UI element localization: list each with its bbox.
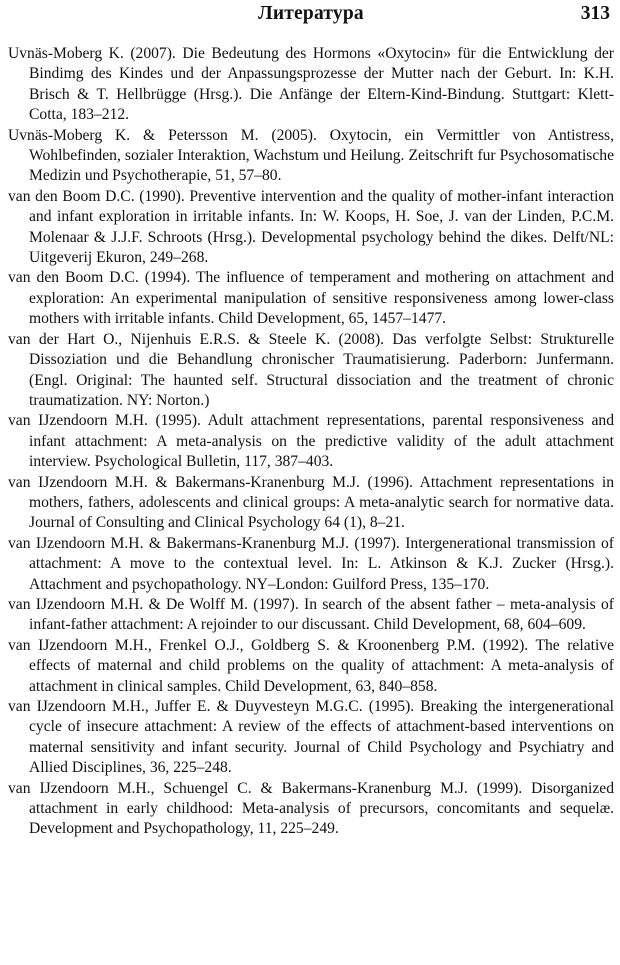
reference-entry: van IJzendoorn M.H. & De Wolff M. (1997). In search of the absent father – meta-analysis of infant-father attachment: A rejoinder to our discussant. Child Development, 68, 604–609. [8,595,614,634]
reference-entry: van IJzendoorn M.H., Schuengel C. & Bakermans-Kranenburg M.J. (1999). Disorganized attachment in early childhood: Meta-analysis of precursors, concomitants and sequelæ. Development and Psychopathology, 11, 225–249. [8,779,614,838]
reference-entry: van IJzendoorn M.H., Juffer E. & Duyvesteyn M.G.C. (1995). Breaking the intergenerational cycle of insecure attachment: A review of the effects of attachment-based interventions on maternal sensitivity and infant security. Journal of Child Psychology and Psychiatry and Allied Disciplines, 36, 225–248. [8,698,614,777]
running-head [8,3,614,35]
reference-entry: van IJzendoorn M.H., Frenkel O.J., Goldberg S. & Kroonenberg P.M. (1992). The relative effects of maternal and child problems on the quality of attachment: A meta-analysis of attachment in clinical samples. Child Development, 63, 840–858. [8,636,614,695]
page-number: 313 [580,3,610,24]
reference-entry: Uvnäs-Moberg K. (2007). Die Bedeutung des Hormons «Oxytocin» für die Entwicklung der Bindimg des Kindes und der Anpassungsprozesse der Mutter nach der Geburt. In: K.H. Brisch & T. Hellbrügge (Hrsg.). Die Anfänge der Eltern-Kind-Bindung. Stuttgart: Klett-Cotta, 183–212. [8,45,614,124]
reference-entry: van IJzendoorn M.H. & Bakermans-Kranenburg M.J. (1997). Intergenerational transmission of attachment: A move to the contextual level. In: L. Atkinson & K.J. Zucker (Hrsg.). Attachment and psychopathology. NY–London: Guilford Press, 135–170. [8,534,614,593]
reference-entry: van IJzendoorn M.H. (1995). Adult attachment representations, parental responsiveness and infant attachment: A meta-analysis on the predictive validity of the adult attachment interview. Psychological Bulletin, 117, 387–403. [8,412,614,471]
reference-entry: Uvnäs-Moberg K. & Petersson M. (2005). Oxytocin, ein Vermittler von Antistress, Wohlbefinden, sozialer Interaktion, Wachstum und Heilung. Zeitschrift fur Psychosomatische Medizin und Psychotherapie, 51, 57–80. [8,126,614,185]
reference-list [8,44,614,840]
reference-entry: van den Boom D.C. (1994). The influence of temperament and mothering on attachment and exploration: An experimental manipulation of sensitive responsiveness among lower-class mothers with irritable infants. Child Development, 65, 1457–1477. [8,269,614,328]
reference-entry: van den Boom D.C. (1990). Preventive intervention and the quality of mother-infant interaction and infant exploration in irritable infants. In: W. Koops, H. Soe, J. van der Linden, P.C.M. Molenaar & J.J.F. Schroots (Hrsg.). Developmental psychology behind the dikes. Delft/NL: Uitgeverij Ekuron, 249–268. [8,187,614,267]
reference-entry: van IJzendoorn M.H. & Bakermans-Kranenburg M.J. (1996). Attachment representations in mothers, fathers, adolescents and clinical groups: A meta-analytic search for normative data. Journal of Consulting and Clinical Psychology 64 (1), 8–21. [8,473,614,532]
running-title: Литература [258,3,364,24]
reference-entry: van der Hart O., Nijenhuis E.R.S. & Steele K. (2008). Das verfolgte Selbst: Strukturelle Dissoziation und die Behandlung chronischer Traumatisierung. Paderborn: Junfermann. (Engl. Original: The haunted self. Structural dissociation and the treatment of chronic traumatization. NY: Norton.) [8,330,614,409]
